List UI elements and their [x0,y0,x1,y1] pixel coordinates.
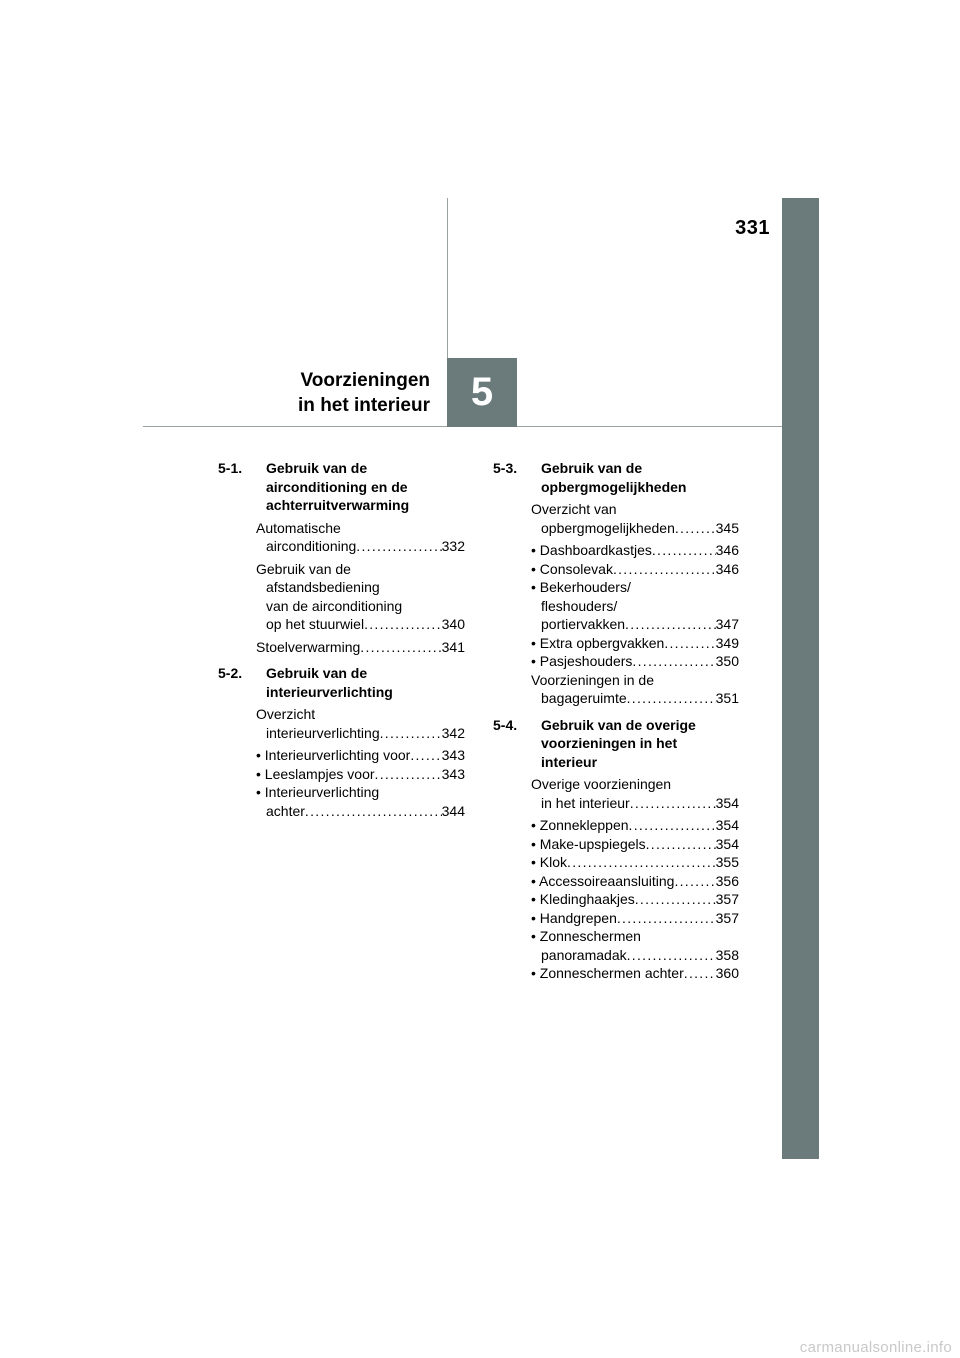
toc-page-number: 357 [715,891,739,907]
toc-page-number: 357 [715,909,739,926]
dot-leader [305,802,442,821]
dot-leader [380,724,442,743]
toc-page-number: 341 [441,638,465,655]
toc-section-number: 5-1. [218,460,243,476]
toc-entry-text: • Dashboardkastjes [531,542,652,558]
toc-entry-text-line: • Bekerhouders/ [531,579,631,595]
toc-entry-leader-line [531,689,739,708]
toc-entry-text: • Consolevak [531,560,613,577]
toc-entry-text: • Zonnekleppen [531,817,629,833]
toc-page-number: 356 [715,872,739,889]
toc-entry-text-line: afstandsbediening [266,579,380,595]
toc-page-number: 345 [715,519,739,536]
toc-entry-leader-line [531,964,739,983]
toc-sub-entry[interactable] [531,909,739,928]
toc-entry-text: • Accessoireaansluiting [531,872,675,889]
toc-section-title-line: achterruitverwarming [266,497,410,513]
toc-page-number: 342 [441,724,465,741]
toc-entry-text: • Kledinghaakjes [531,891,635,907]
toc-entry-leader-line [531,560,739,579]
dot-leader [646,835,716,854]
dot-leader [664,634,715,653]
toc-page-number: 343 [441,765,465,782]
toc-page-number: 354 [715,794,739,811]
toc-page-number: 351 [715,690,739,706]
toc-entry-text-line: Voorzieningen in de [531,671,654,688]
toc-sub-entry[interactable] [256,783,465,820]
toc-sub-entry[interactable] [531,890,739,909]
toc-sub-entry[interactable] [531,816,739,835]
toc-section-title-line: interieurverlichting [266,683,393,700]
toc-entry[interactable] [531,500,739,537]
toc-page-number: 354 [715,817,739,833]
toc-entry[interactable] [531,671,739,708]
toc-sub-entry[interactable] [531,541,739,560]
toc-sub-entry[interactable] [531,634,739,653]
page-number: 331 [735,217,770,239]
toc-entry-leader-line [531,519,739,538]
toc-page-number: 355 [715,854,739,870]
dot-leader [652,541,716,560]
toc-entry-leader-line [531,541,739,560]
toc-entry-text-line: Gebruik van de [256,560,351,577]
toc-page-number: 350 [715,653,739,669]
dot-leader [567,853,716,872]
dot-leader [375,765,442,784]
chapter-title-line-2: in het interieur [298,395,430,416]
toc-entry-text-line: van de airconditioning [266,597,403,614]
toc-section-title-line: interieur [541,753,598,770]
toc-entry[interactable] [256,638,465,657]
toc-entry-leader-line [256,615,465,634]
toc-sub-entry[interactable] [256,765,465,784]
chapter-title-line-1: Voorzieningen [300,370,430,391]
dot-leader [684,964,716,983]
toc-entry-text-line: Automatische [256,519,341,536]
toc-section-heading [218,664,465,701]
toc-section-title-line: airconditioning en de [266,478,408,495]
toc-entry-leader-line [531,634,739,653]
watermark: carmanualsonline.info [799,1339,952,1356]
dot-leader [627,689,716,708]
dot-leader [674,872,715,891]
toc-entry-text: portiervakken [541,616,626,632]
toc-page-number: 346 [715,560,739,577]
divider-vertical [447,198,448,359]
toc-section-number: 5-2. [218,665,243,681]
toc-section-number: 5-3. [493,460,518,476]
toc-entry-text: • Extra opbergvakken [531,634,665,651]
toc-section-title-line: Gebruik van de [266,460,368,476]
toc-section-title-line: Gebruik van de [266,665,368,681]
toc-right-column [493,459,739,987]
toc-sub-entry[interactable] [531,872,739,891]
toc-entry-text-line: Overzicht [256,706,316,722]
section-spacer [493,983,739,987]
toc-entry-text-line: fleshouders/ [541,597,618,614]
toc-entry-text: • Interieurverlichting voor [256,747,411,763]
toc-sub-entry[interactable] [531,578,739,634]
toc-section-title-line: Gebruik van de overige [541,716,696,733]
chapter-number-box: 5 [447,358,517,427]
toc-entry-text: • Handgrepen [531,909,617,926]
toc-page-number: 346 [715,542,739,558]
toc-page-number: 344 [441,802,465,819]
toc-entry-text: airconditioning [266,538,357,554]
toc-entry-leader-line [531,909,739,928]
chapter-side-tab [782,198,819,1159]
dot-leader [629,816,716,835]
toc-page-number: 347 [715,616,739,632]
toc-sub-entry[interactable] [531,853,739,872]
toc-left-column [218,459,465,824]
toc-entry-leader-line [256,746,465,765]
toc-entry-text: Stoelverwarming [256,638,361,655]
toc-entry-text: • Leeslampjes voor [256,765,375,782]
toc-entry-text: • Pasjeshouders [531,653,633,669]
toc-entry-text: bagageruimte [541,690,627,706]
toc-entry[interactable] [256,705,465,742]
toc-sub-entry[interactable] [531,964,739,983]
dot-leader [627,946,716,965]
toc-entry[interactable] [531,775,739,812]
toc-entry-text: • Make-upspiegels [531,835,646,852]
toc-page-number: 349 [715,634,739,651]
section-spacer [218,820,465,824]
toc-sub-entry[interactable] [531,927,739,964]
toc-sub-entry[interactable] [531,560,739,579]
toc-entry[interactable] [256,519,465,556]
toc-sub-entry[interactable] [531,835,739,854]
dot-leader [675,519,716,538]
dot-leader [356,537,441,556]
dot-leader [635,890,716,909]
toc-entry-leader-line [531,853,739,872]
toc-section-title-line: opbergmogelijkheden [541,478,687,495]
toc-entry-leader-line [531,794,739,813]
toc-entry-leader-line [256,537,465,556]
toc-entry-leader-line [531,816,739,835]
dot-leader [632,652,715,671]
toc-entry-leader-line [531,835,739,854]
toc-entry-text: • Klok [531,854,568,870]
dot-leader [410,746,441,765]
toc-entry-leader-line [531,872,739,891]
toc-page-number: 332 [441,538,465,554]
toc-entry-leader-line [531,946,739,965]
toc-entry-text: • Zonneschermen achter [531,965,684,981]
toc-entry-text-line: • Zonneschermen [531,928,641,944]
toc-entry-text-line: • Interieurverlichting [256,784,380,800]
toc-page-number: 343 [441,747,465,763]
toc-entry-text: op het stuurwiel [266,616,365,632]
toc-section-heading [493,716,739,772]
toc-entry-text-line: Overige voorzieningen [531,776,672,792]
toc-section-number: 5-4. [493,716,518,733]
toc-entry-text: opbergmogelijkheden [541,519,675,536]
toc-entry-leader-line [531,615,739,634]
toc-page-number: 340 [441,616,465,632]
toc-entry-leader-line [256,802,465,821]
toc-entry-text: interieurverlichting [266,724,380,741]
dot-leader [630,794,716,813]
toc-entry-leader-line [256,724,465,743]
dot-leader [613,560,716,579]
toc-page-number: 354 [715,835,739,852]
toc-entry-leader-line [531,890,739,909]
dot-leader [617,909,716,928]
toc-page-number: 358 [715,946,739,963]
toc-section-title-line: Gebruik van de [541,460,643,476]
toc-entry-leader-line [531,652,739,671]
toc-sub-entry[interactable] [256,746,465,765]
toc-entry-text: in het interieur [541,794,630,811]
toc-sub-entry[interactable] [531,652,739,671]
dot-leader [360,638,441,657]
toc-entry-leader-line [256,765,465,784]
toc-entry-text-line: Overzicht van [531,501,617,517]
toc-section-heading [493,459,739,496]
toc-entry-text: panoramadak [541,946,627,963]
toc-entry-leader-line [256,638,465,657]
dot-leader [364,615,442,634]
toc-page-number: 360 [715,965,739,981]
toc-section-title-line: voorzieningen in het [541,735,678,751]
toc-section-heading [218,459,465,515]
toc-entry-text: achter [266,802,305,819]
toc-entry[interactable] [256,560,465,634]
chapter-title [298,368,430,418]
dot-leader [625,615,716,634]
